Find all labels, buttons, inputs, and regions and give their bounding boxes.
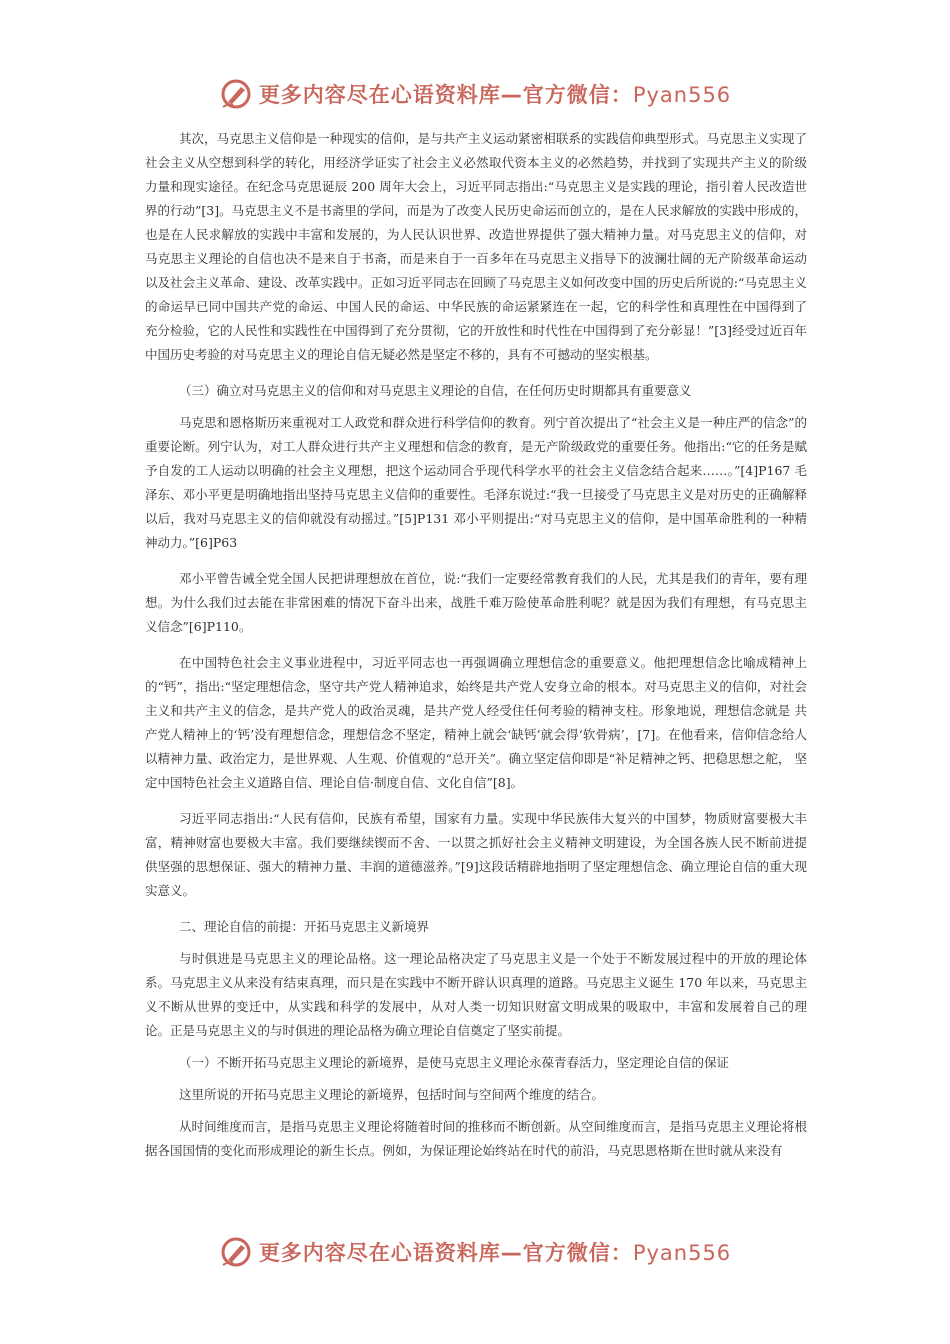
paragraph: 马克思和恩格斯历来重视对工人政党和群众进行科学信仰的教育。列宁首次提出了“社会主义是一种庄严的信念”的重要论断。列宁认为，对工人群众进行共产主义理想和信念的教育，是无产阶级政党的重要任务。他指出:“它的任务是赋予自发的工人运动以明确的社会主义理想，把这个运动同合乎现代科学水平的社会主义信念结合起来……。”[4]P167 毛泽东、邓小平更是明确地指出坚持马克思主义信仰的重要性。毛泽东说过:“我一旦接受了马克思主义是对历史的正确解释以后，我对马克思主义的信仰就没有动摇过。”[5]P131 邓小平则提出:“对马克思主义的信仰，是中国革命胜利的一种精神动力。”[6]P63 <box>145 415 807 550</box>
paragraph: 在中国特色社会主义事业进程中，习近平同志也一再强调确立理想信念的重要意义。他把理想信念比喻成精神上的“钙”，指出:“坚定理想信念，坚守共产党人精神追求，始终是共产党人安身立命的根本。对马克思主义的信仰，对社会主义和共产主义的信念，是共产党人的政治灵魂，是共产党人经受住任何考验的精神支柱。形象地说，理想信念就是 共产党人精神上的‘钙’没有理想信念，理想信念不坚定，精神上就会‘缺钙’就会得‘软骨病’，[7]。在他看来，信仰信念给人以精神力量、政治定力，是世界观、人生观、价值观的“总开关”。确立坚定信仰即是“补足精神之钙、把稳思想之舵， 坚定中国特色社会主义道路自信、理论自信·制度自信、文化自信”[8]。 <box>145 655 807 790</box>
logo-icon <box>219 77 253 111</box>
banner-text <box>259 1237 731 1267</box>
banner-handle: Pyan556 <box>632 83 732 107</box>
banner-slogan: 更多内容尽在心语资料库—官方微信： <box>258 1241 633 1265</box>
subsection-heading: （一）不断开拓马克思主义理论的新境界，是使马克思主义理论永葆青春活力，坚定理论自信的保证 <box>179 1055 730 1070</box>
document-body <box>145 127 807 1171</box>
top-banner <box>0 74 950 114</box>
paragraph: 与时俱进是马克思主义的理论品格。这一理论品格决定了马克思主义是一个处于不断发展过程中的开放的理论体 系。马克思主义从来没有结束真理，而只是在实践中不断开辟认识真理的道路。马克思主义诞生 170 年以来，马克思主义不断从世界的变迁中，从实践和科学的发展中，从对人类一切知识财富文明成果的吸取中，丰富和发展着自己的理论。正是马克思主义的与时俱进的理论品格为确立理论自信奠定了坚实前提。 <box>145 951 807 1038</box>
paragraph: 习近平同志指出:“人民有信仰，民族有希望，国家有力量。实现中华民族伟大复兴的中国梦，物质财富要极大丰富，精神财富也要极大丰富。我们要继续锲而不舍、一以贯之抓好社会主义精神文明建设，为全国各族人民不断前进提供坚强的思想保证、强大的精神力量、丰润的道德滋养。”[9]这段话精辟地指明了坚定理想信念、确立理论自信的重大现实意义。 <box>145 811 807 898</box>
bottom-banner <box>0 1232 950 1272</box>
logo-icon <box>219 1235 253 1269</box>
banner-slogan: 更多内容尽在心语资料库—官方微信： <box>258 83 633 107</box>
paragraph: 这里所说的开拓马克思主义理论的新境界，包括时间与空间两个维度的结合。 <box>179 1087 605 1102</box>
section-heading: 二、理论自信的前提：开拓马克思主义新境界 <box>179 919 430 934</box>
section-heading: （三）确立对马克思主义的信仰和对马克思主义理论的自信，在任何历史时期都具有重要意义 <box>179 383 692 398</box>
paragraph: 从时间维度而言，是指马克思主义理论将随着时间的推移而不断创新。从空间维度而言，是指马克思主义理论将根据各国国情的变化而形成理论的新生长点。例如，为保证理论始终站在时代的前沿，马克思恩格斯在世时就从来没有 <box>145 1119 807 1158</box>
paragraph: 邓小平曾告诫全党全国人民把讲理想放在首位，说:“我们一定要经常教育我们的人民，尤其是我们的青年，要有理想。为什么我们过去能在非常困难的情况下奋斗出来，战胜千难万险使革命胜利呢？就是因为我们有理想，有马克思主义信念”[6]P110。 <box>145 571 807 634</box>
banner-handle: Pyan556 <box>632 1241 732 1265</box>
paragraph: 其次，马克思主义信仰是一种现实的信仰，是与共产主义运动紧密相联系的实践信仰典型形式。马克思主义实现了社会主义从空想到科学的转化，用经济学证实了社会主义必然取代资本主义的必然趋势，并找到了实现共产主义的阶级力量和现实途径。在纪念马克思诞辰 200 周年大会上，习近平同志指出:“马克思主义是实践的理论，指引着人民改造世界的行动”[3]。马克思主义不是书斋里的学问，而是为了改变人民历史命运而创立的，是在人民求解放的实践中形成的，也是在人民求解放的实践中丰富和发展的，为人民认识世界、改造世界提供了强大精神力量。对马克思主义的信仰，对马克思主义理论的自信也决不是来自于书斋，而是来自于一百多年在马克思主义指导下的波澜壮阔的无产阶级革命运动以及社会主义革命、建设、改革实践中。正如习近平同志在回顾了马克思主义如何改变中国的历史后所说的:“马克思主义的命运早已同中国共产党的命运、中国人民的命运、中华民族的命运紧紧连在一起，它的科学性和真理性在中国得到了充分检验，它的人民性和实践性在中国得到了充分贯彻，它的开放性和时代性在中国得到了充分彰显！”[3]经受过近百年中国历史考验的对马克思主义的理论自信无疑必然是坚定不移的，具有不可撼动的坚实根基。 <box>145 131 807 362</box>
banner-text <box>259 79 731 109</box>
